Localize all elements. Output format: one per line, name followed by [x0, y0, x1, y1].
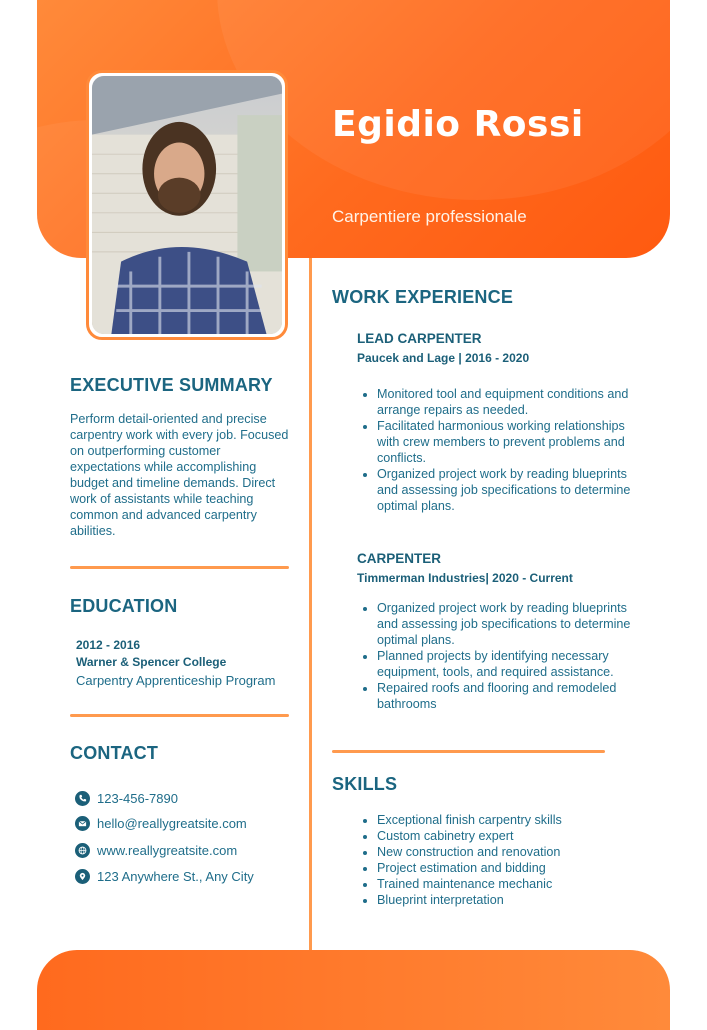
list-item: • Planned projects by identifying necessary equipment, tools, and required assistance. — [377, 648, 647, 680]
list-item: • Custom cabinetry expert — [377, 828, 647, 844]
job-2-title: CARPENTER — [357, 551, 442, 566]
list-item: • Blueprint interpretation — [377, 892, 647, 908]
envelope-icon — [75, 816, 90, 831]
globe-icon — [75, 843, 90, 858]
candidate-name: Egidio Rossi — [332, 104, 584, 145]
list-item: • New construction and renovation — [377, 844, 647, 860]
profile-photo-frame — [86, 70, 288, 340]
contact-address — [75, 867, 254, 885]
footer-banner — [37, 950, 670, 1030]
summary-divider — [70, 566, 289, 569]
job-2-company: Timmerman Industries| 2020 - Current — [357, 571, 573, 585]
skills-list — [357, 812, 647, 908]
contact-email — [75, 814, 247, 832]
contact-heading: CONTACT — [70, 743, 159, 763]
list-item: • Organized project work by reading blueprints and assessing job specifications to determine optimal plans. — [377, 600, 647, 648]
list-item: • Monitored tool and equipment conditions and arrange repairs as needed. — [377, 386, 647, 418]
job-1-title: LEAD CARPENTER — [357, 331, 482, 346]
list-item: • Trained maintenance mechanic — [377, 876, 647, 892]
education-program: Carpentry Apprenticeship Program — [76, 673, 276, 688]
contact-website — [75, 841, 237, 859]
summary-text: Perform detail-oriented and precise carpentry work with every job. Focused on outperforming customer expectations while accomplishing budget and timeline demands. Direct work of assistants while teaching common and advanced carpentry abilities. — [70, 412, 289, 538]
skills-heading: SKILLS — [332, 774, 398, 794]
experience-heading: WORK EXPERIENCE — [332, 287, 514, 307]
list-item: • Exceptional finish carpentry skills — [377, 812, 647, 828]
contact-phone — [75, 789, 178, 807]
list-item: • Organized project work by reading blueprints and assessing job specifications to determine optimal plans. — [377, 466, 647, 514]
location-pin-icon — [75, 869, 90, 884]
list-item: • Facilitated harmonious working relationships with crew members to prevent problems and conflicts. — [377, 418, 647, 466]
profile-photo — [92, 76, 282, 334]
phone-icon — [75, 791, 90, 806]
job-1-company: Paucek and Lage | 2016 - 2020 — [357, 351, 530, 365]
job-2-bullets — [357, 600, 647, 712]
experience-divider — [332, 750, 605, 753]
candidate-title: Carpentiere professionale — [332, 207, 527, 226]
education-divider — [70, 714, 289, 717]
job-1-bullets — [357, 386, 647, 514]
summary-heading: EXECUTIVE SUMMARY — [70, 375, 273, 395]
email-text: hello@reallygreatsite.com — [97, 815, 247, 831]
address-text: 123 Anywhere St., Any City — [97, 868, 254, 884]
phone-text: 123-456-7890 — [97, 790, 178, 806]
education-heading: EDUCATION — [70, 596, 178, 616]
education-years: 2012 - 2016 — [76, 638, 141, 652]
list-item: • Project estimation and bidding — [377, 860, 647, 876]
education-entry — [76, 637, 275, 690]
website-text: www.reallygreatsite.com — [97, 842, 238, 858]
column-divider — [309, 258, 312, 950]
education-school: Warner & Spencer College — [76, 655, 227, 669]
list-item: • Repaired roofs and flooring and remodeled bathrooms — [377, 680, 647, 712]
